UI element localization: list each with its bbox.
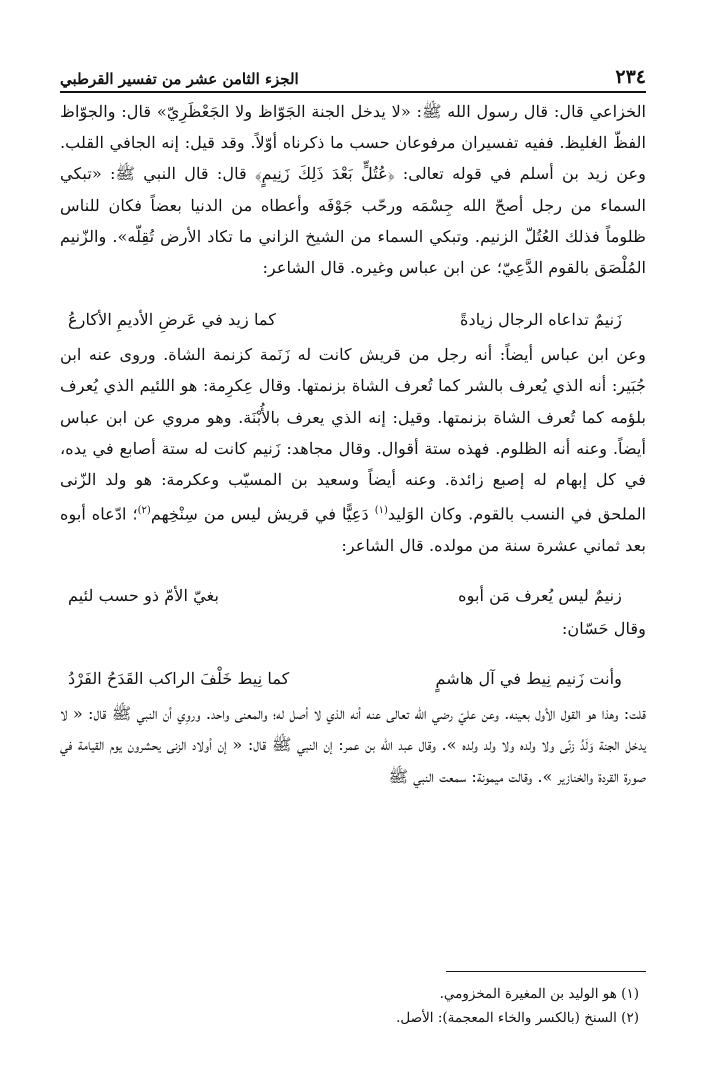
verse-2-first-hemistich: زنيمٌ ليس يُعرف مَن أبوه bbox=[458, 585, 622, 605]
footnote-1: (١) هو الوليد بن المغيرة المخزومي. bbox=[439, 986, 639, 1002]
verse-1-first-hemistich: زَنيمٌ تداعاه الرجال زيادةً bbox=[460, 310, 622, 330]
verse-1-second-hemistich: كما زيد في عَرضِ الأديمِ الأكارعُ bbox=[68, 310, 276, 330]
main-text bbox=[60, 96, 646, 792]
hassan-intro: وقال حَسّان: bbox=[561, 619, 646, 639]
paragraph-2-continuation: دَعِيًّا في قريش ليس من سِنْخِهم bbox=[150, 504, 369, 524]
footnotes bbox=[59, 982, 639, 1030]
footnote-ref-2: (٢) bbox=[137, 505, 151, 517]
paragraph-2 bbox=[60, 339, 646, 561]
paragraph-2-end: ؛ ادّعاه أبوه بعد ثماني عشرة سنة من مولده. قال الشاعر: bbox=[60, 504, 646, 555]
verse-2 bbox=[60, 565, 646, 611]
header-rule bbox=[60, 91, 646, 93]
verse-1 bbox=[60, 289, 646, 335]
running-title: الجزء الثامن عشر من تفسير القرطبي bbox=[60, 70, 299, 88]
verse-3 bbox=[60, 648, 646, 694]
page-number: ٢٣٤ bbox=[615, 66, 646, 88]
paragraph-2-text: وعن ابن عباس أيضاً: أنه رجل من قريش كانت له زَنَمة كزنمة الشاة. وروى عنه ابن جُبَير: أنه الذي يُعرف بالشر كما تُعرف الشاة بزنمتها. وقال عِكرِمة: هو اللئيم الذي يُعرف بلؤمه كما تُعرف الشاة بزنمتها. وقيل: إنه الذي يعرف بالأُبْنَة. وهو مروي عن ابن عباس أيضاً. وعنه أنه الظلوم. فهذه ستة أقوال. وقال مجاهد: زَنيم كانت له ستة أصابع في يده، في كل إبهام له إصبع زائدة. وعنه أيضاً وسعيد بن المسيّب وعكرمة: هو ولد الزّنى الملحق في النسب بالقوم. وكان الوَليد bbox=[60, 345, 647, 524]
verse-3-second-hemistich: كما نِيط خَلْفَ الراكب القَدَحُ الفَرْدُ bbox=[68, 669, 290, 689]
footnote-rule bbox=[446, 971, 646, 972]
verse-2-second-hemistich: بغيّ الأمّ ذو حسب لئيم bbox=[68, 585, 219, 605]
page-header bbox=[60, 62, 646, 88]
verse-3-first-hemistich: وأنت زَنيم نِيط في آل هاشمٍ bbox=[435, 669, 622, 689]
paragraph-1: الخزاعي قال: قال رسول الله ﷺ: «لا يدخل الجنة الجَوّاظ ولا الجَعْظَرِيّ» قال: والجوّاظ الفظّ الغليظ. ففيه تفسيران مرفوعان حسب ما ذكرناه أوّلاً. وقد قيل: إنه الجافي القلب. وعن زيد بن أسلم في قوله تعالى: ﴿عُتُلٍّ بَعْدَ ذَلِكَ زَنِيمٍ﴾ قال: قال النبي ﷺ: «تبكي السماء من رجل أصحّ الله جِسْمَه ورحّب جَوْفَه وأعطاه من الدنيا بعضاً فكان للناس ظلوماً فذلك العُتُلّ الزنيم. وتبكي السماء من الشيخ الزاني ما تكاد الأرض تُقِلّه». والزّنيم المُلْصَق بالقوم الدَّعِيّ؛ عن ابن عباس وغيره. قال الشاعر: bbox=[60, 102, 646, 278]
footnote-2: (٢) السنخ (بالكسر والخاء المعجمة): الأصل. bbox=[396, 1010, 639, 1026]
paragraph-3: قلت: وهذا هو القول الأول بعينه. وعن عليّ رضي الله تعالى عنه أنه الذي لا أصل له؛ والمعنى واحد. وروِي أن النبي ﷺ قال: « لا يدخل الجنة وَلَدُ زنًى ولا ولده ولا ولد ولده ». وقال عبد الله بن عمر: إن النبي ﷺ قال: « إن أولاد الزنى يحشرون يوم القيامة في صورة القردة والخنازير ». وقالت ميمونة: سمعت النبي ﷺ bbox=[60, 704, 646, 786]
footnote-ref-1: (١) bbox=[374, 505, 388, 517]
